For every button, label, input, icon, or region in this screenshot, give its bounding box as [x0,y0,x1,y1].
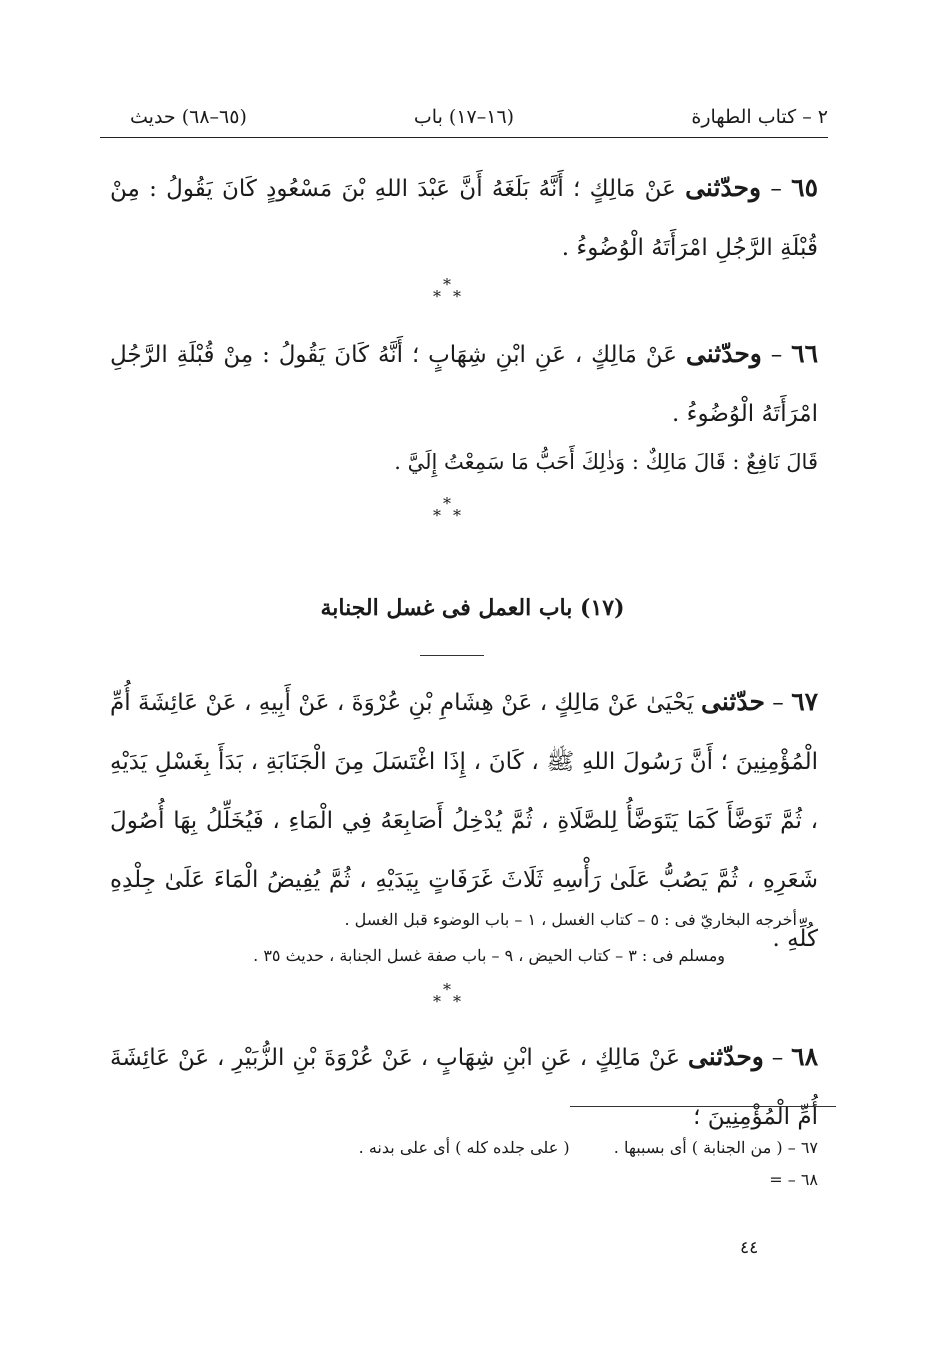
heading-rule [420,655,484,656]
hadith-lead: وحدّثنى [685,339,762,368]
hadith-lead: وحدّثنى [687,1042,764,1071]
hadith-65: ٦٥ – وحدّثنى عَنْ مَالِكٍ ؛ أَنَّهُ بَلَغَهُ أَنَّ عَبْدَ اللهِ بْنَ مَسْعُودٍ كَانَ يَقُولُ : مِنْ قُبْلَةِ الرَّجُلِ امْرَأَتَهُ الْوُضُوءُ . [110,173,818,261]
malik-comment: قَالَ نَافِعٌ : قَالَ مَالِكٌ : وَذٰلِكَ أَحَبُّ مَا سَمِعْتُ إِلَيَّ . [394,450,818,474]
hadith-67: ٦٧ – حدّثنى يَحْيَىٰ عَنْ مَالِكٍ ، عَنْ هِشَامِ بْنِ عُرْوَةَ ، عَنْ أَبِيهِ ، عَنْ عَائِشَةَ أُمِّ الْمُؤْمِنِينَ ؛ أَنَّ رَسُولَ اللهِ ﷺ ، كَانَ ، إِذَا اغْتَسَلَ مِنَ الْجَنَابَةِ ، بَدَأَ بِغَسْلِ يَدَيْهِ ، ثُمَّ تَوَضَّأَ كَمَا يَتَوَضَّأُ لِلصَّلَاةِ ، ثُمَّ يُدْخِلُ أَصَابِعَهُ فِي الْمَاءِ ، فَيُخَلِّلُ بِهَا أُصُولَ شَعَرِهِ ، ثُمَّ يَصُبُّ عَلَىٰ رَأْسِهِ ثَلَاثَ غَرَفَاتٍ بِيَدَيْهِ ، ثُمَّ يُفِيضُ الْمَاءَ عَلَىٰ جِلْدِهِ كُلِّهِ . [110,687,819,952]
source-muslim: ومسلم فى : ٣ – كتاب الحيض ، ٩ – باب صفة غسل الجنابة ، حديث ٣٥ . [253,946,725,965]
chapter-heading: (١٧) باب العمل فى غسل الجنابة [320,595,625,621]
hadith-number: ٦٦ [791,339,819,368]
hadith-number: ٦٥ [791,173,818,202]
asterism-divider: * * * [433,275,461,306]
header-book-title: ٢ – كتاب الطهارة [691,106,828,128]
hadith-number: ٦٨ [791,1042,819,1071]
hadith-text: عَنْ مَالِكٍ ، عَنِ ابْنِ شِهَابٍ ، عَنْ عُرْوَةَ بْنِ الزُّبَيْرِ ، عَنْ عَائِشَةَ أُمِّ الْمُؤْمِنِينَ ؛ [110,1045,818,1130]
footnote-68: ٦٨ – = [769,1170,818,1189]
hadith-lead: وحدّثنى [685,173,762,202]
page-number: ٤٤ [740,1238,759,1258]
hadith-68: ٦٨ – وحدّثنى عَنْ مَالِكٍ ، عَنِ ابْنِ شِهَابٍ ، عَنْ عُرْوَةَ بْنِ الزُّبَيْرِ ، عَنْ عَائِشَةَ أُمِّ الْمُؤْمِنِينَ ؛ [110,1042,819,1130]
header-chapter: (١٦–١٧) باب [413,106,515,128]
header-hadith-range: (٦٥–٦٨) حديث [130,106,247,128]
source-bukhari: أخرجه البخاريّ فى : ٥ – كتاب الغسل ، ١ – باب الوضوء قبل الغسل . [344,910,797,929]
hadith-number: ٦٧ [791,687,819,716]
hadith-66: ٦٦ – وحدّثنى عَنْ مَالِكٍ ، عَنِ ابْنِ شِهَابٍ ؛ أَنَّهُ كَانَ يَقُولُ : مِنْ قُبْلَةِ الرَّجُلِ امْرَأَتَهُ الْوُضُوءُ . [110,339,819,427]
header-rule [100,137,828,138]
footnote-gloss: ( على جلده كله ) أى على بدنه . [358,1138,570,1157]
running-header [100,102,828,132]
footnote-67: ٦٧ – ( من الجنابة ) أى بسببها . ( على جلده كله ) أى على بدنه . [358,1138,818,1157]
hadith-lead: حدّثنى [700,687,765,716]
footnote-gloss: ( من الجنابة ) أى بسببها . [613,1138,783,1157]
footnote-rule [570,1106,836,1107]
hadith-text: يَحْيَىٰ عَنْ مَالِكٍ ، عَنْ هِشَامِ بْنِ عُرْوَةَ ، عَنْ أَبِيهِ ، عَنْ عَائِشَةَ أُمِّ الْمُؤْمِنِينَ ؛ أَنَّ رَسُولَ اللهِ ﷺ ، كَانَ ، إِذَا اغْتَسَلَ مِنَ الْجَنَابَةِ ، بَدَأَ بِغَسْلِ يَدَيْهِ ، ثُمَّ تَوَضَّأَ كَمَا يَتَوَضَّأُ لِلصَّلَاةِ ، ثُمَّ يُدْخِلُ أَصَابِعَهُ فِي الْمَاءِ ، فَيُخَلِّلُ بِهَا أُصُولَ شَعَرِهِ ، ثُمَّ يَصُبُّ عَلَىٰ رَأْسِهِ ثَلَاثَ غَرَفَاتٍ بِيَدَيْهِ ، ثُمَّ يُفِيضُ الْمَاءَ عَلَىٰ جِلْدِهِ كُلِّهِ . [110,690,818,952]
asterism-divider: * * * [433,494,461,525]
hadith-text: عَنْ مَالِكٍ ؛ أَنَّهُ بَلَغَهُ أَنَّ عَبْدَ اللهِ بْنَ مَسْعُودٍ كَانَ يَقُولُ : مِنْ قُبْلَةِ الرَّجُلِ امْرَأَتَهُ الْوُضُوءُ . [110,176,818,261]
hadith-text: عَنْ مَالِكٍ ، عَنِ ابْنِ شِهَابٍ ؛ أَنَّهُ كَانَ يَقُولُ : مِنْ قُبْلَةِ الرَّجُلِ امْرَأَتَهُ الْوُضُوءُ . [110,342,818,427]
asterism-divider: * * * [433,980,461,1011]
